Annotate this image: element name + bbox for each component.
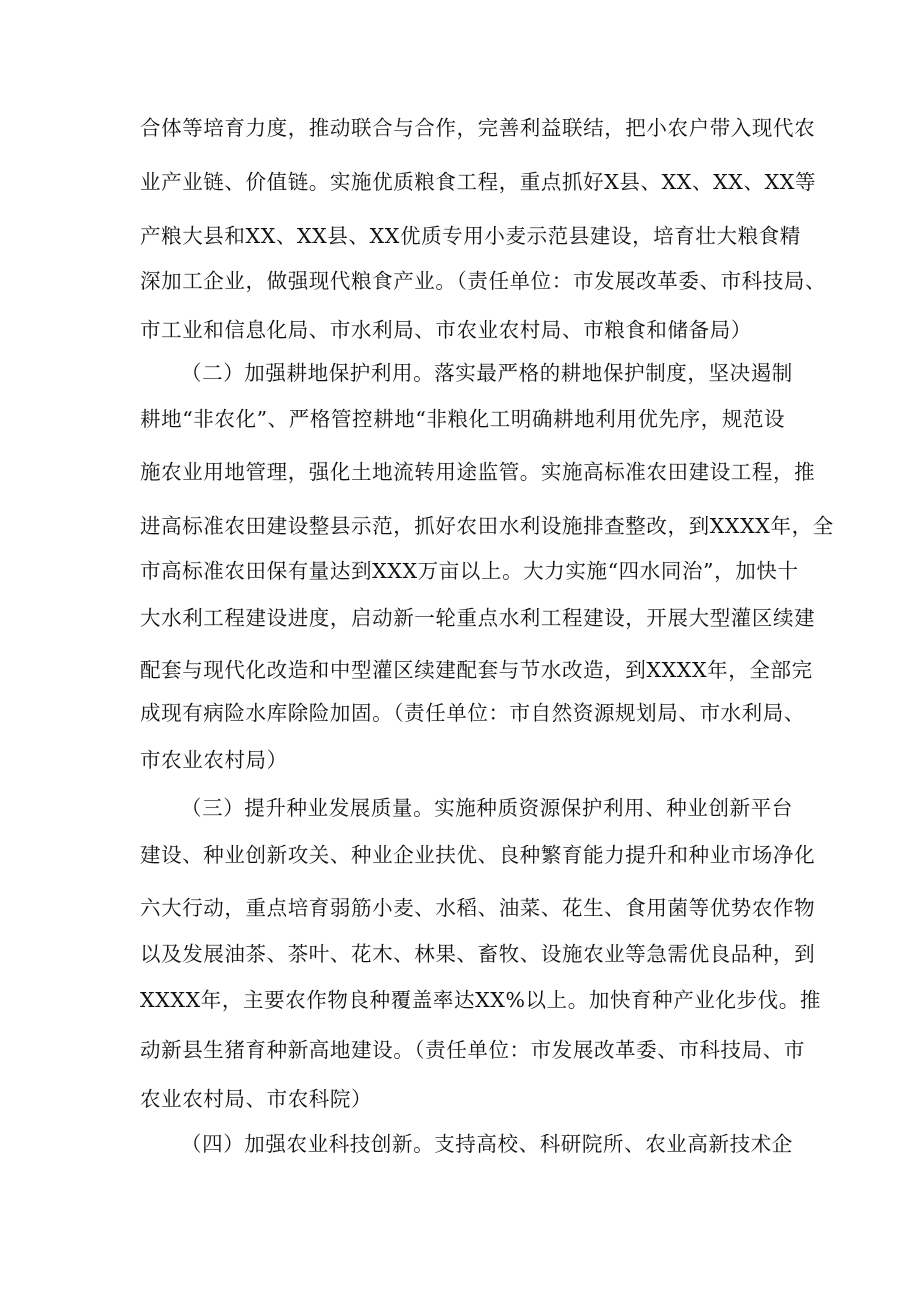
paragraph-heading-4: （四）加强农业科技创新。支持高校、科研院所、农业高新技术企 [181, 1132, 793, 1156]
text-line: 产粮大县和XX、XX县、XX优质专用小麦示范县建设，培育壮大粮食精 [140, 224, 801, 248]
text-line: 进高标准农田建设整县示范，抓好农田水利设施排查整改，到XXXX年，全 [140, 514, 834, 538]
text-line: 大水利工程建设进度，启动新一轮重点水利工程建设，开展大型灌区续建 [140, 606, 816, 630]
paragraph-heading-2: （二）加强耕地保护利用。落实最严格的耕地保护制度，坚决遏制 [181, 361, 793, 385]
text-line: 六大行动，重点培育弱筋小麦、水稻、油菜、花生、食用菌等优势农作物 [140, 896, 816, 920]
text-line: 农业农村局、市农科院） [140, 1087, 373, 1111]
text-line: 市高标准农田保有量达到XXX万亩以上。大力实施“四水同治”，加快十 [140, 559, 799, 583]
text-line: 配套与现代化改造和中型灌区续建配套与节水改造，到XXXX年，全部完 [140, 658, 813, 682]
text-line: 施农业用地管理，强化土地流转用途监管。实施高标准农田建设工程，推 [140, 460, 816, 484]
text-line: 市工业和信息化局、市水利局、市农业农村局、市粮食和储备局） [140, 318, 752, 342]
text-line: 合体等培育力度，推动联合与合作，完善利益联结，把小农户带入现代农 [140, 116, 816, 140]
text-line: 动新县生猪育种新高地建设。（责任单位：市发展改革委、市科技局、市 [140, 1038, 805, 1062]
text-line: 建设、种业创新攻关、种业企业扶优、良种繁育能力提升和种业市场净化 [140, 843, 816, 867]
text-line: 市农业农村局） [140, 748, 288, 772]
text-line: 以及发展油茶、茶叶、花木、林果、畜牧、设施农业等急需优良品种，到 [140, 942, 816, 966]
text-line: XXXX年，主要农作物良种覆盖率达XX%以上。加快育种产业化步伐。推 [140, 988, 821, 1012]
paragraph-heading-3: （三）提升种业发展质量。实施种质资源保护利用、种业创新平台 [181, 796, 793, 820]
text-line: 耕地“非农化”、严格管控耕地“非粮化工明确耕地利用优先序，规范设 [140, 407, 786, 431]
text-line: 成现有病险水库除险加固。（责任单位：市自然资源规划局、市水利局、 [140, 701, 805, 725]
text-line: 深加工企业，做强现代粮食产业。（责任单位：市发展改革委、市科技局、 [140, 269, 827, 293]
text-line: 业产业链、价值链。实施优质粮食工程，重点抓好X县、XX、XX、XX等 [140, 170, 817, 194]
